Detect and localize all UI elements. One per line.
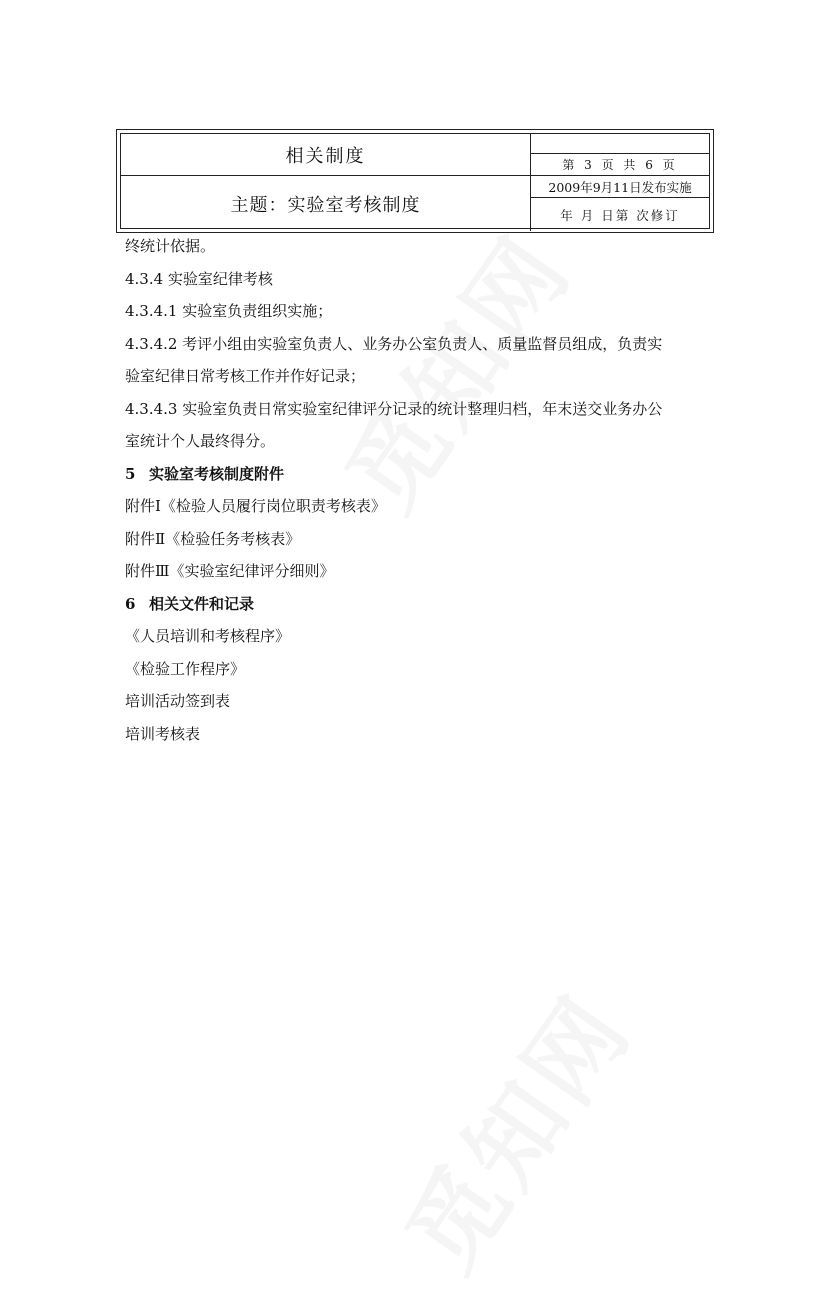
header-category: 相关制度: [121, 134, 531, 176]
section-number: 6: [125, 594, 136, 613]
header-subject: 主题：实验室考核制度: [121, 176, 531, 231]
header-page-info: 第 3 页 共 6 页: [531, 154, 709, 176]
document-header-inner: [120, 133, 710, 229]
document-body: [125, 235, 725, 755]
header-blank-cell: [531, 134, 709, 154]
body-line: 4.3.4.2 考评小组由实验室负责人、业务办公室负责人、质量监督员组成，负责实: [125, 334, 663, 353]
body-line: 终统计依据。: [125, 237, 216, 255]
header-revision: 年 月 日第 次修订: [560, 207, 680, 223]
attachment-item: 附件Ⅰ《检验人员履行岗位职责考核表》: [125, 497, 386, 515]
body-line: 4.3.4.3 实验室负责日常实验室纪律评分记录的统计整理归档，年末送交业务办公: [125, 399, 663, 418]
related-document: 《检验工作程序》: [125, 659, 246, 678]
section-5-heading: [125, 463, 725, 496]
body-line: 4.3.4 实验室纪律考核: [125, 269, 273, 288]
related-document: 《人员培训和考核程序》: [125, 627, 291, 645]
related-record: 培训活动签到表: [125, 692, 231, 710]
section-title: 实验室考核制度附件: [149, 464, 285, 483]
document-header: [116, 129, 714, 233]
watermark-lower: [369, 964, 657, 1293]
section-title: 相关文件和记录: [149, 594, 255, 613]
header-release-date: 2009年9月11日发布实施: [531, 176, 709, 198]
body-line: 4.3.4.1 实验室负责组织实施；: [125, 302, 333, 320]
body-line: 验室纪律日常考核工作并作好记录；: [125, 367, 366, 385]
section-number: 5: [125, 464, 136, 483]
attachment-item: 附件Ⅲ《实验室纪律评分细则》: [125, 562, 335, 580]
attachment-item: 附件Ⅱ《检验任务考核表》: [125, 529, 301, 548]
body-line: 室统计个人最终得分。: [125, 432, 276, 450]
section-6-heading: [125, 593, 725, 626]
related-record: 培训考核表: [125, 724, 201, 743]
